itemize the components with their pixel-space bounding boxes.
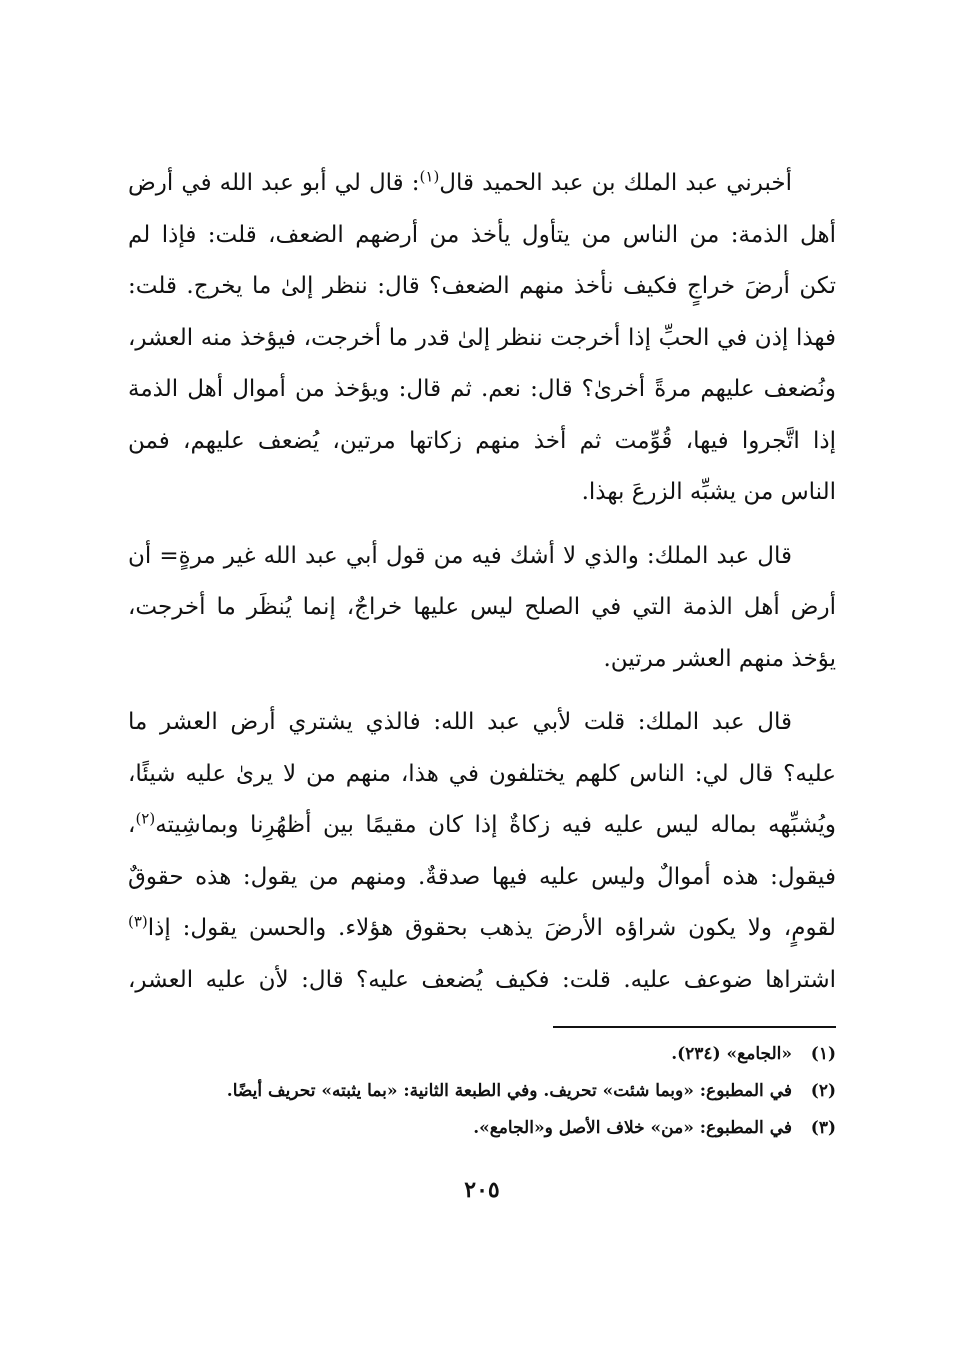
main-text <box>128 158 836 1018</box>
text-line: ونُضعف عليهم مرةً أخرىٰ؟ قال: نعم. ثم قال: ويؤخذ من أموال أهل الذمة <box>128 376 836 402</box>
footnote-ref-3[interactable]: (٣) <box>128 912 148 931</box>
text-line: فيقول: هذه أموالٌ وليس عليه فيها صدقةٌ. ومنهم من يقول: هذه حقوقٌ <box>128 863 836 890</box>
text-line: أرض أهل الذمة التي في الصلح ليس عليها خراجٌ، إنما يُنظَر ما أخرجت، <box>128 594 836 620</box>
footnote-3 <box>128 1110 836 1147</box>
page-number: ٢٠٥ <box>464 1177 500 1203</box>
footnote-number: (١) <box>810 1044 836 1064</box>
text-line: تكن أرضَ خراجٍ فكيف نأخذ منهم الضعف؟ قال: ننظر إلىٰ ما يخرج. قلت: <box>128 273 836 299</box>
paragraph-1 <box>128 158 836 519</box>
text-line: أهل الذمة: من الناس من يتأول يأخذ من أرضهم الضعف، قلت: فإذا لم <box>128 221 836 248</box>
text-segment: لقومٍ، ولا يكون شراؤه الأرضَ يذهب بحقوق هؤلاء. والحسن يقول: إذا <box>147 915 836 941</box>
text-line: قال عبد الملك: والذي لا أشك فيه من قول أبي عبد الله غير مرةٍ= أن <box>128 542 792 569</box>
footnote-ref-1[interactable]: (١) <box>419 167 440 186</box>
footnote-ref-2[interactable]: (٢) <box>135 809 156 828</box>
paragraph-3 <box>128 697 836 1006</box>
footnote-number: (٢) <box>810 1081 836 1101</box>
footnote-2 <box>128 1073 836 1110</box>
footnote-text: في المطبوع: «من» خلاف الأصل و«الجامع». <box>473 1118 792 1138</box>
text-line: إذا اتَّجروا فيها، قُوِّمت ثم أخذ منهم زكاتها مرتين، يُضعف عليهم، فمن <box>128 427 836 454</box>
paragraph-2 <box>128 531 836 686</box>
text-line <box>128 903 836 955</box>
text-line: قال عبد الملك: قلت لأبي عبد الله: فالذي يشتري أرض العشر ما <box>128 709 792 735</box>
text-segment: ، <box>128 812 136 838</box>
footnote-divider <box>553 1026 836 1028</box>
text-segment: ويُشبِّهه بماله ليس عليه فيه زكاةٌ إذا كان مقيمًا بين أظهُرِنا وبماشِيته <box>155 812 836 838</box>
footnote-text: «الجامع» (٢٣٤). <box>671 1044 792 1064</box>
footnote-1 <box>128 1036 836 1073</box>
footnote-text: في المطبوع: «وبما شئت» تحريف. وفي الطبعة الثانية: «بما يثبته» تحريف أيضًا. <box>226 1081 792 1101</box>
text-line: يؤخذ منهم العشر مرتين. <box>603 645 836 672</box>
text-segment: أخبرني عبد الملك بن عبد الحميد قال <box>439 170 792 196</box>
text-line: الناس من يشبِّه الزرعَ بهذا. <box>581 479 836 505</box>
text-line: عليه؟ قال لي: الناس كلهم يختلفون في هذا، منهم من لا يرىٰ عليه شيئًا، <box>128 760 836 787</box>
footnote-number: (٣) <box>810 1118 836 1138</box>
text-line <box>128 158 836 210</box>
text-segment: : قال لي أبو عبد الله في أرض <box>128 170 420 196</box>
text-line: اشتراها ضوعف عليه. قلت: فكيف يُضعف عليه؟ قال: لأن عليه العشر، <box>128 966 836 993</box>
text-line <box>128 800 836 852</box>
text-line: فهذا إذن في الحبِّ إذا أخرجت ننظر إلىٰ قدر ما أخرجت، فيؤخذ منه العشر، <box>128 324 836 351</box>
footnotes <box>128 1036 836 1147</box>
